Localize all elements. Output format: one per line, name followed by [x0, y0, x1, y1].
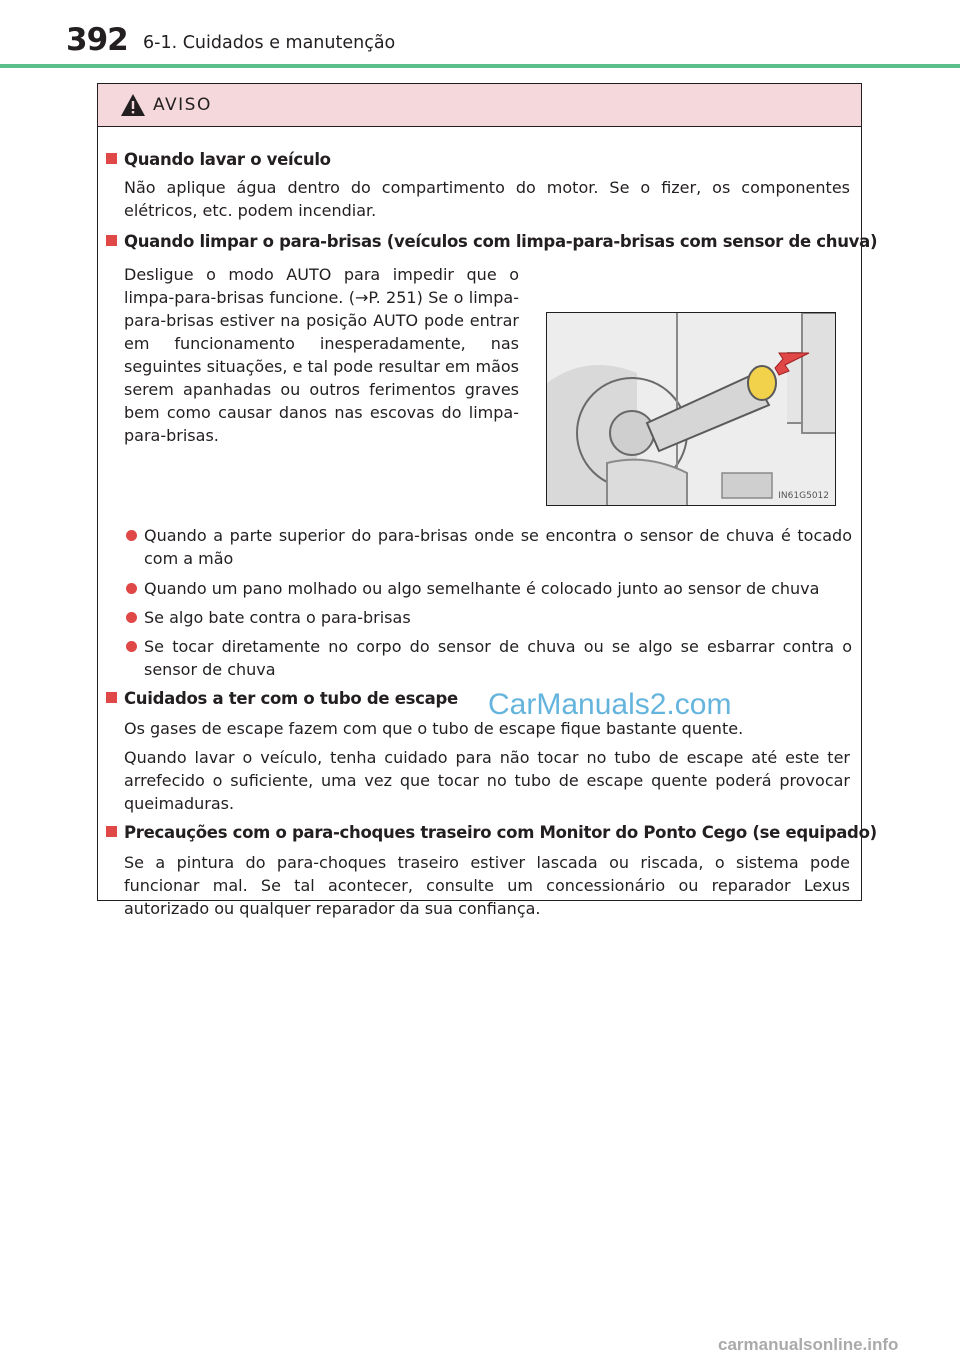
round-bullet-icon: [126, 612, 137, 623]
round-bullet-icon: [126, 583, 137, 594]
list-item: Se algo bate contra o para-brisas: [126, 606, 852, 629]
footer-site-mark: carmanualsonline.info: [718, 1335, 899, 1354]
list-item: Se tocar diretamente no corpo do sensor de chuva ou se algo se esbarrar contra o sensor de chuva: [126, 635, 852, 681]
square-bullet-icon: [106, 235, 117, 246]
square-bullet-icon: [106, 153, 117, 164]
section-title: 6-1. Cuidados e manutenção: [143, 33, 396, 53]
page-number: 392: [66, 22, 128, 58]
section-heading-bumper: Precauções com o para-choques traseiro com Monitor do Ponto Cego (se equipado): [106, 823, 877, 842]
warning-triangle-icon: [120, 93, 146, 117]
watermark: CarManuals2.com: [488, 688, 732, 721]
wiper-switch-illustration: [546, 312, 836, 506]
list-item: Quando um pano molhado ou algo semelhante é colocado junto ao sensor de chuva: [126, 577, 852, 600]
section-text-bumper: Se a pintura do para-choques traseiro estiver lascada ou riscada, o sistema pode funcionar mal. Se tal acontecer, consulte um concessionário ou reparador Lexus autorizado ou qualquer reparador da sua confiança.: [124, 853, 850, 918]
round-bullet-icon: [126, 530, 137, 541]
warning-box: [97, 83, 878, 918]
section-heading-exhaust: Cuidados a ter com o tubo de escape: [106, 689, 458, 708]
section-heading-windshield: Quando limpar o para-brisas (veículos com limpa-para-brisas com sensor de chuva): [106, 232, 877, 251]
header-divider: [0, 64, 960, 68]
square-bullet-icon: [106, 692, 117, 703]
list-item: Quando a parte superior do para-brisas onde se encontra o sensor de chuva é tocado com a mão: [126, 524, 852, 570]
warning-title: AVISO: [153, 95, 212, 115]
wiper-lever-drawing: [547, 313, 836, 506]
warning-header: [98, 84, 861, 127]
section-text-exhaust-1: Os gases de escape fazem com que o tubo de escape fique bastante quente.: [124, 719, 744, 738]
square-bullet-icon: [106, 826, 117, 837]
figure-code: IN61G5012: [778, 491, 829, 501]
section-text-exhaust-2: Quando lavar o veículo, tenha cuidado para não tocar no tubo de escape até este ter arrefecido o suficiente, uma vez que tocar no tubo de escape quente poderá provocar queimaduras.: [124, 748, 850, 813]
round-bullet-icon: [126, 641, 137, 652]
section-heading-washing: Quando lavar o veículo: [106, 150, 331, 169]
section-text-windshield: Desligue o modo AUTO para impedir que o limpa-para-brisas funcione. (→P. 251) Se o limpa-para-brisas estiver na posição AUTO pode entrar em funcionamento inesperadamente, nas seguintes situações, e tal pode resultar em mãos serem apanhadas ou outros ferimentos graves bem como causar danos nas escovas do limpa-para-brisas.: [124, 265, 519, 445]
section-text-washing: Não aplique água dentro do compartimento do motor. Se o fizer, os componentes elétricos, etc. podem incendiar.: [124, 178, 850, 220]
